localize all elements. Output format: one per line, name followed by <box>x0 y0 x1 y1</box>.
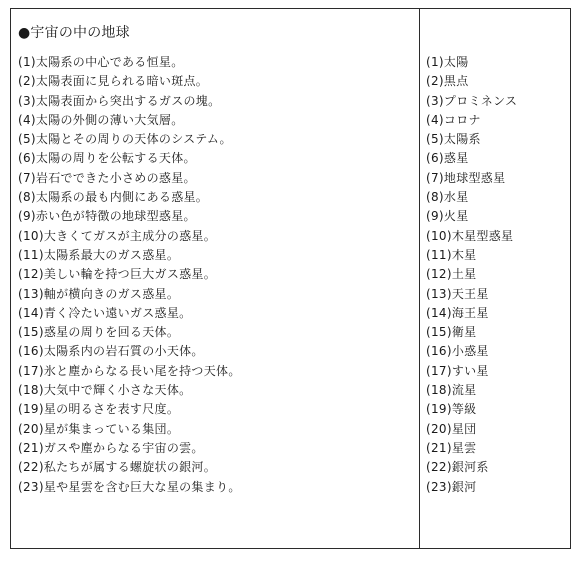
question-item: (5)太陽とその周りの天体のシステム。 <box>18 132 232 147</box>
answer-item: (13)天王星 <box>426 286 489 301</box>
answer-item: (12)土星 <box>426 267 477 282</box>
answer-item: (20)星団 <box>426 421 477 436</box>
question-list <box>18 53 414 497</box>
question-item: (18)大気中で輝く小さな天体。 <box>18 383 192 398</box>
question-item: (16)太陽系内の岩石質の小天体。 <box>18 344 204 359</box>
question-item: (21)ガスや塵からなる宇宙の雲。 <box>18 440 204 455</box>
question-item: (14)青く冷たい遠いガス惑星。 <box>18 305 192 320</box>
question-item: (15)惑星の周りを回る天体。 <box>18 325 180 340</box>
question-item: (17)氷と塵からなる長い尾を持つ天体。 <box>18 363 241 378</box>
answer-item: (23)銀河 <box>426 479 477 494</box>
answer-item: (17)すい星 <box>426 363 489 378</box>
answer-item: (1)太陽 <box>426 55 469 69</box>
answer-list <box>426 53 566 497</box>
question-item: (11)太陽系最大のガス惑星。 <box>18 247 180 262</box>
question-item: (23)星や星雲を含む巨大な星の集まり。 <box>18 479 241 494</box>
answer-item: (14)海王星 <box>426 305 489 320</box>
worksheet-table <box>10 8 571 549</box>
answer-item: (3)プロミネンス <box>426 93 518 108</box>
column-divider <box>419 9 420 548</box>
question-item: (8)太陽系の最も内側にある惑星。 <box>18 190 209 205</box>
question-item: (7)岩石でできた小さめの惑星。 <box>18 170 196 185</box>
question-item: (12)美しい輪を持つ巨大ガス惑星。 <box>18 267 217 282</box>
answer-item: (10)木星型惑星 <box>426 228 514 243</box>
answer-item: (19)等級 <box>426 402 477 417</box>
question-item: (1)太陽系の中心である恒星。 <box>18 55 184 69</box>
question-item: (10)大きくてガスが主成分の惑星。 <box>18 228 217 243</box>
question-item: (20)星が集まっている集団。 <box>18 421 180 436</box>
question-item: (13)軸が横向きのガス惑星。 <box>18 286 180 301</box>
answer-item: (5)太陽系 <box>426 132 481 147</box>
answer-item: (4)コロナ <box>426 112 481 127</box>
answer-item: (2)黒点 <box>426 74 469 89</box>
answer-item: (16)小惑星 <box>426 344 489 359</box>
question-item: (2)太陽表面に見られる暗い斑点。 <box>18 74 209 89</box>
question-item: (3)太陽表面から突出するガスの塊。 <box>18 93 221 108</box>
answer-item: (7)地球型惑星 <box>426 170 506 185</box>
answer-item: (11)木星 <box>426 247 477 262</box>
question-item: (4)太陽の外側の薄い大気層。 <box>18 112 184 127</box>
answer-item: (6)惑星 <box>426 151 469 166</box>
question-item: (19)星の明るさを表す尺度。 <box>18 402 180 417</box>
question-item: (9)赤い色が特徴の地球型惑星。 <box>18 209 196 224</box>
answer-item: (15)衛星 <box>426 325 477 340</box>
answer-item: (8)水星 <box>426 190 469 205</box>
answer-item: (21)星雲 <box>426 440 477 455</box>
question-item: (22)私たちが属する螺旋状の銀河。 <box>18 460 217 475</box>
question-item: (6)太陽の周りを公転する天体。 <box>18 151 196 166</box>
answer-item: (18)流星 <box>426 383 477 398</box>
answer-item: (9)火星 <box>426 209 469 224</box>
worksheet-title: ●宇宙の中の地球 <box>18 25 130 41</box>
answer-item: (22)銀河系 <box>426 460 489 475</box>
